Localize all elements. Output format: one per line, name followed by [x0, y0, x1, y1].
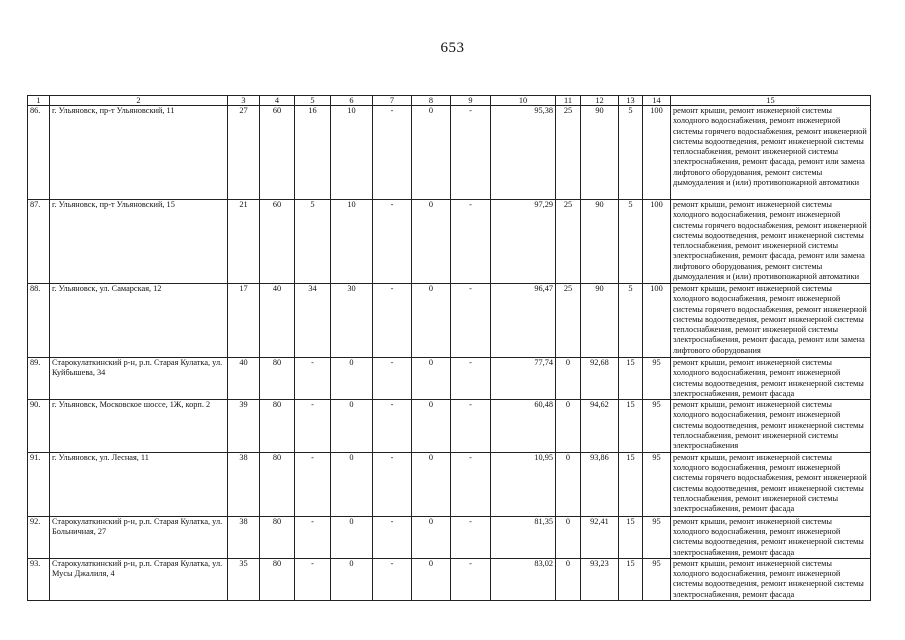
- table-row: [28, 558, 871, 600]
- table-cell: 92,41: [581, 516, 619, 558]
- table-cell: -: [451, 452, 491, 516]
- table-cell: 21: [228, 200, 260, 284]
- table-cell: -: [295, 452, 331, 516]
- works-cell: ремонт крыши, ремонт инженерной системы холодного водоснабжения, ремонт инженерной системы горячего водоснабжения, ремонт инженерной системы водоотведения, ремонт инженерной системы теплоснабжения, ремонт инженерной системы электроснабжения, ремонт фасада, ремонт или замена лифтового оборудования: [671, 284, 871, 358]
- column-header: 7: [373, 96, 412, 106]
- table-cell: 15: [619, 516, 643, 558]
- header-row: [28, 96, 871, 106]
- table-cell: 0: [412, 358, 451, 400]
- table-cell: 93,86: [581, 452, 619, 516]
- table-cell: 0: [412, 558, 451, 600]
- table-cell: 0: [556, 358, 581, 400]
- table-cell: -: [295, 516, 331, 558]
- row-number: 91.: [28, 452, 50, 516]
- table-cell: 0: [331, 452, 373, 516]
- column-header: 13: [619, 96, 643, 106]
- table-cell: 16: [295, 106, 331, 200]
- row-number: 90.: [28, 400, 50, 452]
- table-cell: -: [451, 284, 491, 358]
- works-cell: ремонт крыши, ремонт инженерной системы холодного водоснабжения, ремонт инженерной системы водоотведения, ремонт инженерной системы электроснабжения, ремонт фасада: [671, 558, 871, 600]
- address-cell: г. Ульяновск, ул. Лесная, 11: [50, 452, 228, 516]
- table-cell: 95: [643, 400, 671, 452]
- table-cell: 80: [260, 400, 295, 452]
- table-cell: 80: [260, 516, 295, 558]
- column-header: 3: [228, 96, 260, 106]
- table-cell: 25: [556, 200, 581, 284]
- table-cell: 25: [556, 106, 581, 200]
- row-number: 86.: [28, 106, 50, 200]
- column-header: 1: [28, 96, 50, 106]
- column-header: 10: [491, 96, 556, 106]
- column-header: 11: [556, 96, 581, 106]
- works-cell: ремонт крыши, ремонт инженерной системы холодного водоснабжения, ремонт инженерной системы горячего водоснабжения, ремонт инженерной системы водоотведения, ремонт инженерной системы теплоснабжения, ремонт инженерной системы электроснабжения, ремонт фасада, ремонт или замена лифтового оборудования, ремонт системы дымоудаления и (или) противопожарной автоматики: [671, 200, 871, 284]
- table-row: [28, 516, 871, 558]
- table-cell: 60,48: [491, 400, 556, 452]
- column-header: 8: [412, 96, 451, 106]
- table-cell: 94,62: [581, 400, 619, 452]
- table-cell: 96,47: [491, 284, 556, 358]
- table-cell: 90: [581, 106, 619, 200]
- table-cell: -: [295, 358, 331, 400]
- table-row: [28, 284, 871, 358]
- address-cell: Старокулаткинский р-н, р.п. Старая Кулатка, ул. Куйбышева, 34: [50, 358, 228, 400]
- table-cell: 80: [260, 558, 295, 600]
- table-cell: 60: [260, 106, 295, 200]
- table-cell: 100: [643, 284, 671, 358]
- table-cell: 0: [331, 358, 373, 400]
- table-cell: 5: [619, 200, 643, 284]
- table-cell: 39: [228, 400, 260, 452]
- table-cell: 83,02: [491, 558, 556, 600]
- column-header: 2: [50, 96, 228, 106]
- table-cell: -: [451, 516, 491, 558]
- table-cell: 10: [331, 106, 373, 200]
- table-cell: -: [373, 284, 412, 358]
- table-cell: 100: [643, 106, 671, 200]
- address-cell: г. Ульяновск, пр-т Ульяновский, 15: [50, 200, 228, 284]
- table-row: [28, 106, 871, 200]
- column-header: 12: [581, 96, 619, 106]
- table-cell: 27: [228, 106, 260, 200]
- table-cell: 0: [412, 200, 451, 284]
- table-cell: 0: [556, 558, 581, 600]
- table-row: [28, 452, 871, 516]
- table-cell: 0: [412, 516, 451, 558]
- row-number: 89.: [28, 358, 50, 400]
- table-cell: 77,74: [491, 358, 556, 400]
- table-cell: 0: [556, 452, 581, 516]
- column-header: 4: [260, 96, 295, 106]
- table-cell: -: [373, 400, 412, 452]
- table-cell: -: [373, 516, 412, 558]
- table-cell: 10: [331, 200, 373, 284]
- table-cell: 0: [331, 558, 373, 600]
- table-cell: -: [373, 452, 412, 516]
- table-cell: 95,38: [491, 106, 556, 200]
- table-cell: 97,29: [491, 200, 556, 284]
- table-row: [28, 200, 871, 284]
- table-cell: -: [451, 400, 491, 452]
- table-cell: 95: [643, 452, 671, 516]
- table-cell: -: [451, 358, 491, 400]
- table-cell: 34: [295, 284, 331, 358]
- table-row: [28, 358, 871, 400]
- table-cell: 30: [331, 284, 373, 358]
- row-number: 93.: [28, 558, 50, 600]
- column-header: 14: [643, 96, 671, 106]
- table-cell: 17: [228, 284, 260, 358]
- table-cell: 0: [412, 284, 451, 358]
- table-cell: 38: [228, 516, 260, 558]
- table-cell: 10,95: [491, 452, 556, 516]
- table-cell: 100: [643, 200, 671, 284]
- table-cell: 35: [228, 558, 260, 600]
- table-cell: 15: [619, 400, 643, 452]
- address-cell: Старокулаткинский р-н, р.п. Старая Кулатка, ул. Мусы Джалиля, 4: [50, 558, 228, 600]
- repair-program-table: [27, 95, 871, 601]
- table-cell: 60: [260, 200, 295, 284]
- table-cell: -: [373, 106, 412, 200]
- row-number: 92.: [28, 516, 50, 558]
- table-row: [28, 400, 871, 452]
- table-cell: 90: [581, 200, 619, 284]
- table-cell: -: [295, 400, 331, 452]
- table-cell: 5: [619, 106, 643, 200]
- table-cell: -: [451, 106, 491, 200]
- table-cell: 0: [331, 516, 373, 558]
- table-cell: 81,35: [491, 516, 556, 558]
- table-cell: 0: [556, 400, 581, 452]
- table-cell: -: [373, 200, 412, 284]
- table-cell: 15: [619, 452, 643, 516]
- column-header: 15: [671, 96, 871, 106]
- address-cell: г. Ульяновск, ул. Самарская, 12: [50, 284, 228, 358]
- table-cell: -: [295, 558, 331, 600]
- works-cell: ремонт крыши, ремонт инженерной системы холодного водоснабжения, ремонт инженерной системы горячего водоснабжения, ремонт инженерной системы водоотведения, ремонт инженерной системы теплоснабжения, ремонт инженерной системы электроснабжения, ремонт фасада, ремонт или замена лифтового оборудования, ремонт системы дымоудаления и (или) противопожарной автоматики: [671, 106, 871, 200]
- address-cell: г. Ульяновск, пр-т Ульяновский, 11: [50, 106, 228, 200]
- works-cell: ремонт крыши, ремонт инженерной системы холодного водоснабжения, ремонт инженерной системы водоотведения, ремонт инженерной системы электроснабжения, ремонт фасада: [671, 358, 871, 400]
- page-number: 653: [440, 40, 465, 56]
- table-cell: 80: [260, 452, 295, 516]
- works-cell: ремонт крыши, ремонт инженерной системы холодного водоснабжения, ремонт инженерной системы горячего водоснабжения, ремонт инженерной системы водоотведения, ремонт инженерной системы теплоснабжения, ремонт инженерной системы электроснабжения, ремонт фасада: [671, 452, 871, 516]
- table-cell: 15: [619, 358, 643, 400]
- table-cell: 0: [556, 516, 581, 558]
- table-cell: 95: [643, 516, 671, 558]
- works-cell: ремонт крыши, ремонт инженерной системы холодного водоснабжения, ремонт инженерной системы водоотведения, ремонт инженерной системы электроснабжения, ремонт фасада: [671, 516, 871, 558]
- column-header: 5: [295, 96, 331, 106]
- address-cell: Старокулаткинский р-н, р.п. Старая Кулатка, ул. Больничная, 27: [50, 516, 228, 558]
- table-cell: 0: [412, 400, 451, 452]
- row-number: 87.: [28, 200, 50, 284]
- table-cell: 5: [619, 284, 643, 358]
- table-cell: -: [451, 558, 491, 600]
- table-cell: 95: [643, 558, 671, 600]
- address-cell: г. Ульяновск, Московское шоссе, 1Ж, корп. 2: [50, 400, 228, 452]
- row-number: 88.: [28, 284, 50, 358]
- table-cell: 0: [331, 400, 373, 452]
- table-cell: 90: [581, 284, 619, 358]
- table-cell: 92,68: [581, 358, 619, 400]
- column-header: 9: [451, 96, 491, 106]
- table-cell: 0: [412, 452, 451, 516]
- column-header: 6: [331, 96, 373, 106]
- table-cell: 15: [619, 558, 643, 600]
- table-cell: -: [451, 200, 491, 284]
- table-cell: 40: [228, 358, 260, 400]
- works-cell: ремонт крыши, ремонт инженерной системы холодного водоснабжения, ремонт инженерной системы водоотведения, ремонт инженерной системы теплоснабжения, ремонт инженерной системы электроснабжения: [671, 400, 871, 452]
- table-cell: 0: [412, 106, 451, 200]
- table-cell: 93,23: [581, 558, 619, 600]
- table-cell: 95: [643, 358, 671, 400]
- table-cell: 40: [260, 284, 295, 358]
- table-cell: 38: [228, 452, 260, 516]
- table-cell: 80: [260, 358, 295, 400]
- table-cell: -: [373, 558, 412, 600]
- table-cell: -: [373, 358, 412, 400]
- table-cell: 5: [295, 200, 331, 284]
- table-cell: 25: [556, 284, 581, 358]
